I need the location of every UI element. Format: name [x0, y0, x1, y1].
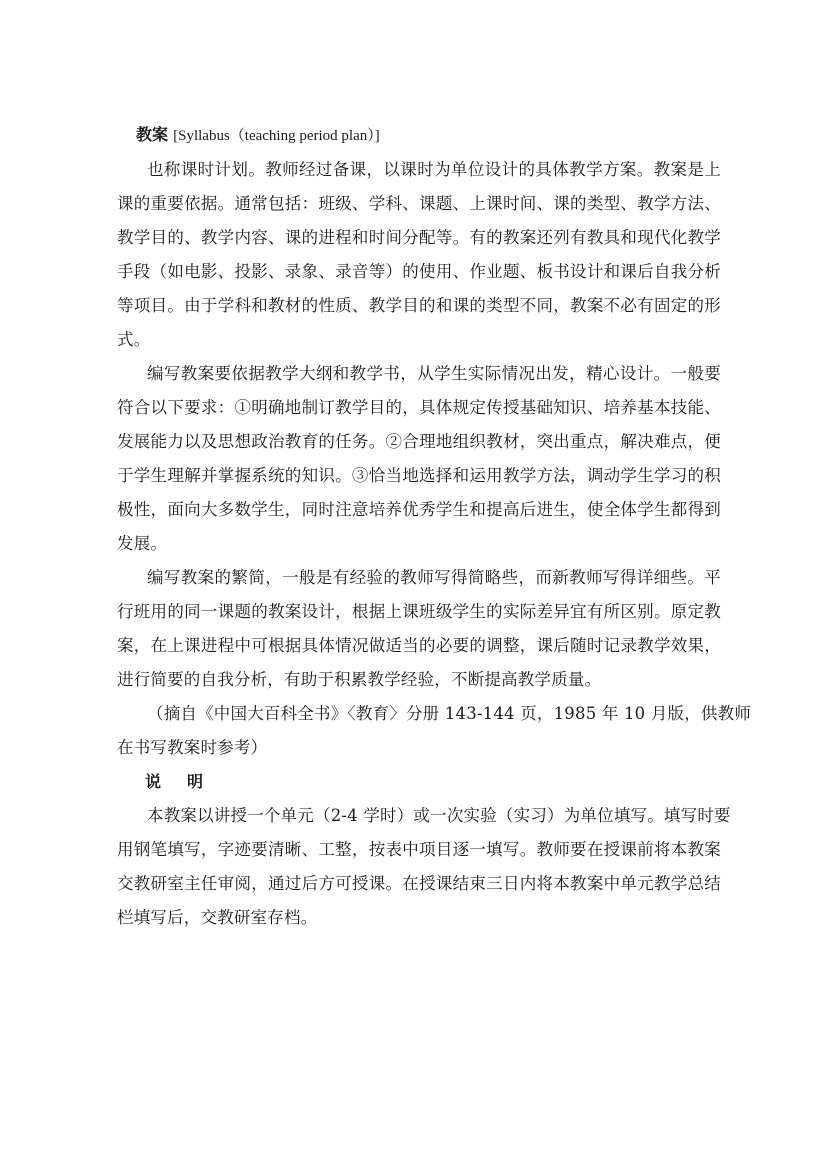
paragraph-line: 符合以下要求：①明确地制订教学目的，具体规定传授基础知识、培养基本技能、 [117, 398, 721, 417]
definition-paragraph [117, 153, 721, 357]
paragraph-line: 极性，面向大多数学生，同时注意培养优秀学生和提高后进生，使全体学生都得到 [117, 500, 721, 519]
instructions-paragraph [117, 799, 731, 935]
detail-paragraph [117, 561, 721, 697]
title-english-term: [Syllabus（teaching period plan）] [173, 128, 380, 144]
paragraph-line: 进行简要的自我分析，有助于积累教学经验，不断提高教学质量。 [117, 670, 602, 689]
paragraph-line: 用钢笔填写，字迹要清晰、工整，按表中项目逐一填写。教师要在授课前将本教案 [117, 840, 721, 859]
requirements-paragraph [117, 357, 721, 561]
paragraph-line: 于学生理解并掌握系统的知识。③恰当地选择和运用教学方法，调动学生学习的积 [117, 466, 721, 485]
paragraph-line: 发展能力以及思想政治教育的任务。②合理地组织教材，突出重点，解决难点，便 [117, 432, 721, 451]
paragraph-line: 教学目的、教学内容、课的进程和时间分配等。有的教案还列有教具和现代化教学 [117, 228, 721, 247]
section-heading: 说明 [145, 772, 230, 791]
paragraph-line: （摘自《中国大百科全书》〈教育〉分册 143-144 页，1985 年 10 月版，供教师 [147, 704, 752, 723]
paragraph-line: 在书写教案时参考） [117, 738, 268, 757]
paragraph-line: 交教研室主任审阅，通过后方可授课。在授课结束三日内将本教案中单元教学总结 [117, 874, 721, 893]
paragraph-line: 本教案以讲授一个单元（2-4 学时）或一次实验（实习）为单位填写。填写时要 [147, 806, 731, 825]
paragraph-line: 式。 [117, 330, 151, 349]
paragraph-line: 行班用的同一课题的教案设计，根据上课班级学生的实际差异宜有所区别。原定教 [117, 602, 721, 621]
paragraph-line: 发展。 [117, 534, 168, 553]
paragraph-line: 编写教案的繁简，一般是有经验的教师写得简略些，而新教师写得详细些。平 [147, 568, 721, 587]
paragraph-line: 案，在上课进程中可根据具体情况做适当的必要的调整，课后随时记录教学效果， [117, 636, 721, 655]
title-bold-term: 教案 [136, 125, 169, 144]
paragraph-line: 编写教案要依据教学大纲和教学书，从学生实际情况出发，精心设计。一般要 [147, 364, 721, 383]
paragraph-line: 课的重要依据。通常包括：班级、学科、课题、上课时间、课的类型、教学方法、 [117, 194, 721, 213]
paragraph-line: 栏填写后，交教研室存档。 [117, 908, 318, 927]
citation-paragraph [117, 697, 752, 765]
paragraph-line: 手段（如电影、投影、录象、录音等）的使用、作业题、板书设计和课后自我分析 [117, 262, 721, 281]
document-title [117, 118, 721, 153]
paragraph-line: 也称课时计划。教师经过备课，以课时为单位设计的具体教学方案。教案是上 [147, 160, 721, 179]
paragraph-line: 等项目。由于学科和教材的性质、教学目的和课的类型不同，教案不必有固定的形 [117, 296, 721, 315]
document-page [117, 118, 752, 935]
